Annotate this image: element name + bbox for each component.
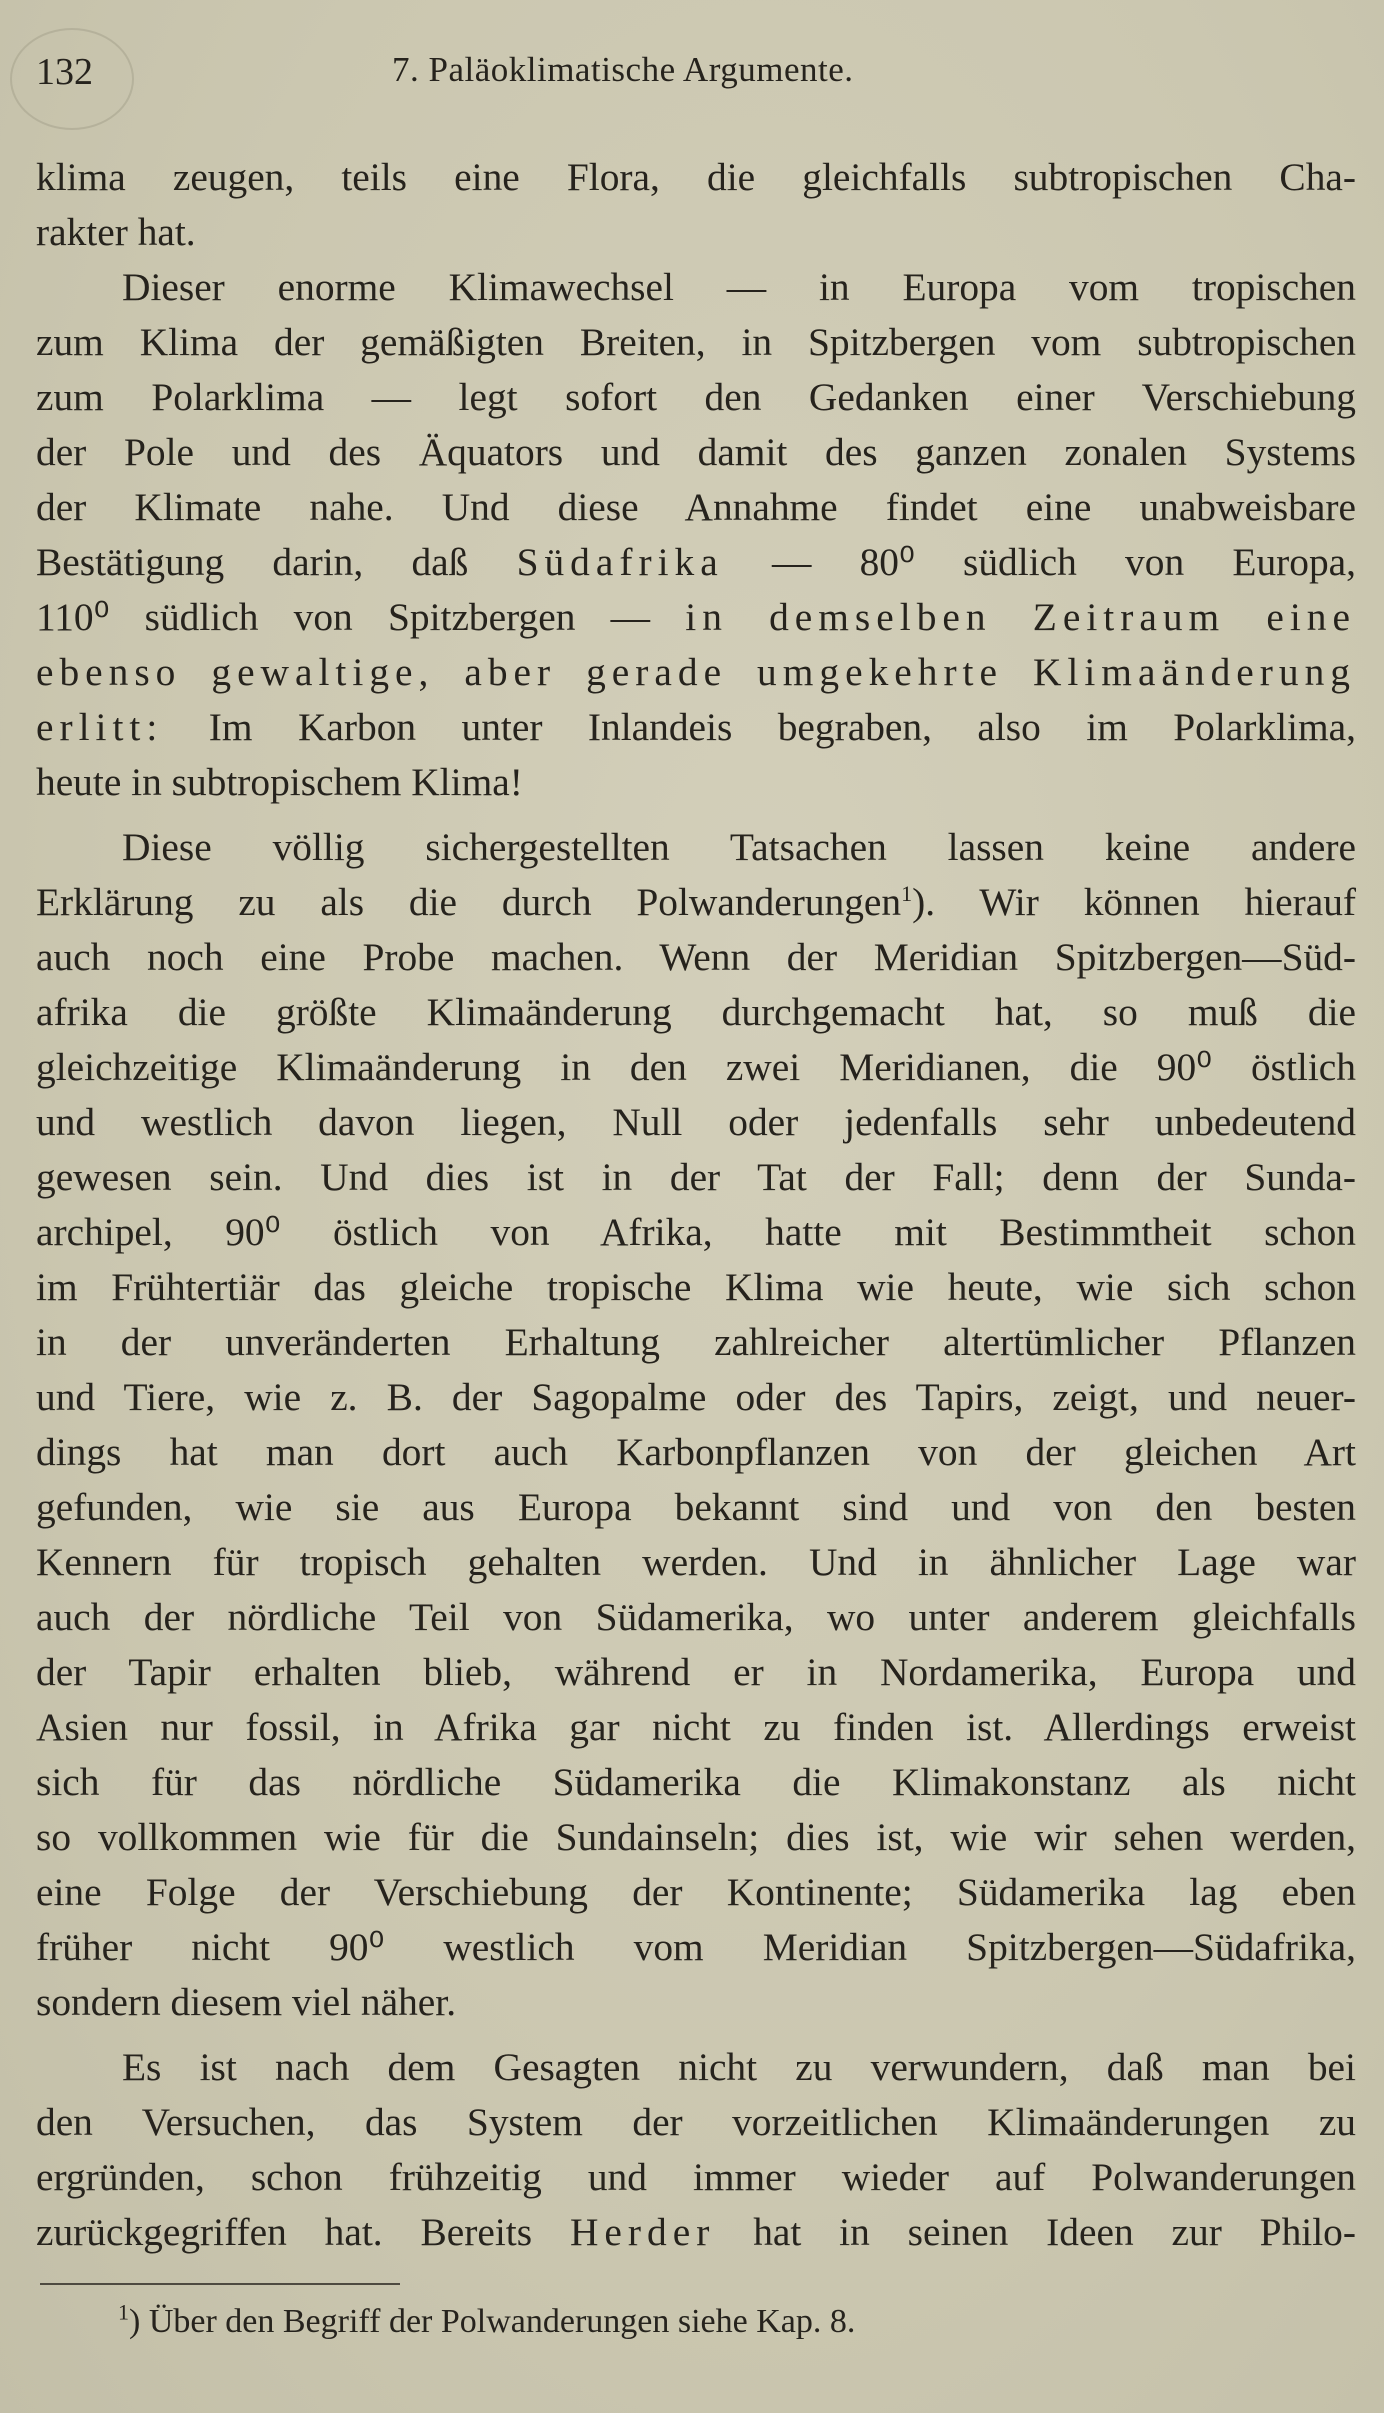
footnote-rule bbox=[40, 2283, 400, 2285]
text-line: eine Folge der Verschiebung der Kontinente; Südamerika lag eben bbox=[36, 1870, 1356, 1914]
text-line: zum Polarklima — legt sofort den Gedanken einer Verschiebung bbox=[36, 375, 1356, 419]
text-line: in der unveränderten Erhaltung zahlreicher altertümlicher Pflanzen bbox=[36, 1320, 1356, 1364]
text-line: der Tapir erhalten blieb, während er in Nordamerika, Europa und bbox=[36, 1650, 1356, 1694]
spaced-emphasis: erlitt: bbox=[36, 705, 164, 749]
text-line: sondern diesem viel näher. bbox=[36, 1980, 457, 2024]
text-line: früher nicht 90⁰ westlich vom Meridian Spitzbergen—Südafrika, bbox=[36, 1925, 1356, 1969]
text-line: ergründen, schon frühzeitig und immer wieder auf Polwanderungen bbox=[36, 2155, 1356, 2199]
footnote-ref: 1 bbox=[901, 880, 913, 906]
text-line: rakter hat. bbox=[36, 210, 196, 254]
text-line-spaced: ebenso gewaltige, aber gerade umgekehrte Klimaänderung bbox=[36, 650, 1356, 694]
text-line: dings hat man dort auch Karbonpflanzen von der gleichen Art bbox=[36, 1430, 1356, 1474]
text-line: gewesen sein. Und dies ist in der Tat der Fall; denn der Sunda- bbox=[36, 1155, 1356, 1199]
spaced-emphasis: Herder bbox=[569, 2210, 716, 2254]
text-line: der Pole und des Äquators und damit des ganzen zonalen Systems bbox=[36, 430, 1356, 474]
text-line: afrika die größte Klimaänderung durchgemacht hat, so muß die bbox=[36, 990, 1356, 1034]
text-line: Diese völlig sichergestellten Tatsachen lassen keine andere bbox=[122, 825, 1356, 869]
text-line: so vollkommen wie für die Sundainseln; dies ist, wie wir sehen werden, bbox=[36, 1815, 1356, 1859]
text-line: sich für das nördliche Südamerika die Klimakonstanz als nicht bbox=[36, 1760, 1356, 1804]
text-line: auch der nördliche Teil von Südamerika, wo unter anderem gleichfalls bbox=[36, 1595, 1356, 1639]
text-line: der Klimate nahe. Und diese Annahme findet eine unabweisbare bbox=[36, 485, 1356, 529]
text-line: auch noch eine Probe machen. Wenn der Meridian Spitzbergen—Süd- bbox=[36, 935, 1356, 979]
text-line: zurückgegriffen hat. Bereits Herder hat in seinen Ideen zur Philo- bbox=[36, 2210, 1356, 2254]
text-line: heute in subtropischem Klima! bbox=[36, 760, 523, 804]
footnote-text: ) Über den Begriff der Polwanderungen siehe Kap. 8. bbox=[129, 2303, 856, 2340]
text-line: und Tiere, wie z. B. der Sagopalme oder des Tapirs, zeigt, und neuer- bbox=[36, 1375, 1356, 1419]
text-line: und westlich davon liegen, Null oder jedenfalls sehr unbedeutend bbox=[36, 1100, 1356, 1144]
spaced-emphasis: in demselben Zeitraum eine bbox=[685, 595, 1356, 639]
footnote bbox=[118, 2300, 855, 2344]
text-line: 110⁰ südlich von Spitzbergen — in demselben Zeitraum eine bbox=[36, 595, 1356, 639]
text-line: archipel, 90⁰ östlich von Afrika, hatte mit Bestimmtheit schon bbox=[36, 1210, 1356, 1254]
footnote-marker: 1 bbox=[118, 2299, 129, 2325]
text-line: zum Klima der gemäßigten Breiten, in Spitzbergen vom subtropischen bbox=[36, 320, 1356, 364]
text-line: gefunden, wie sie aus Europa bekannt sind und von den besten bbox=[36, 1485, 1356, 1529]
spaced-emphasis: Südafrika bbox=[516, 540, 724, 584]
text-line: Asien nur fossil, in Afrika gar nicht zu finden ist. Allerdings erweist bbox=[36, 1705, 1356, 1749]
text-line: gleichzeitige Klimaänderung in den zwei Meridianen, die 90⁰ östlich bbox=[36, 1045, 1356, 1089]
running-head: 7. Paläoklimatische Argumente. bbox=[392, 50, 854, 89]
text-line: erlitt: Im Karbon unter Inlandeis begraben, also im Polarklima, bbox=[36, 705, 1356, 749]
text-line: den Versuchen, das System der vorzeitlichen Klimaänderungen zu bbox=[36, 2100, 1356, 2144]
text-line: Erklärung zu als die durch Polwanderungen$^1$). Wir können hierauf bbox=[36, 880, 1357, 924]
page-number: 132 bbox=[36, 51, 93, 93]
text-line: im Frühtertiär das gleiche tropische Klima wie heute, wie sich schon bbox=[36, 1265, 1356, 1309]
body-text bbox=[36, 150, 1356, 2260]
text-line: Dieser enorme Klimawechsel — in Europa vom tropischen bbox=[122, 265, 1356, 309]
text-line: Es ist nach dem Gesagten nicht zu verwundern, daß man bei bbox=[122, 2045, 1356, 2089]
text-line: klima zeugen, teils eine Flora, die gleichfalls subtropischen Cha- bbox=[36, 155, 1356, 199]
text-line: Kennern für tropisch gehalten werden. Und in ähnlicher Lage war bbox=[36, 1540, 1356, 1584]
text-line: Bestätigung darin, daß Südafrika — 80⁰ südlich von Europa, bbox=[36, 540, 1356, 584]
